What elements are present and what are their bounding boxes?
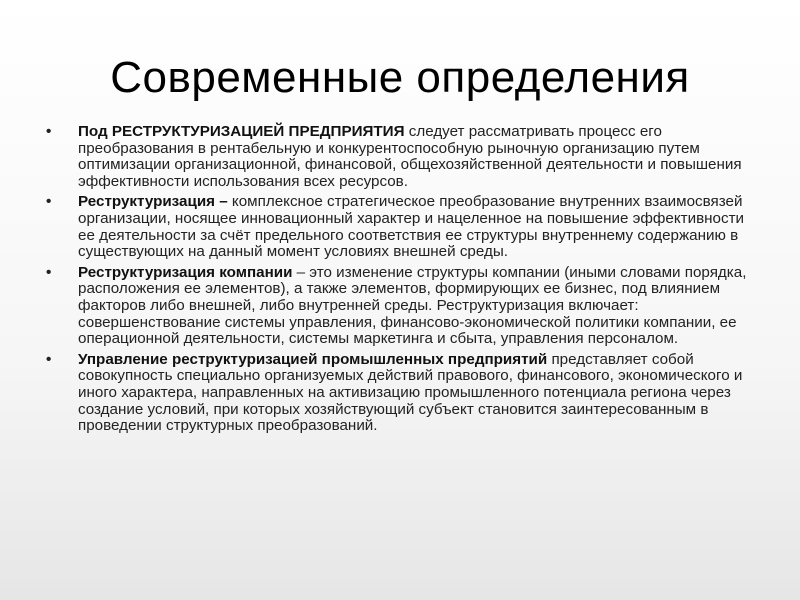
bullet-text: комплексное стратегическое преобразование внутренних взаимосвязей организации, носящее инновационный характер и нацеленное на повышение эффективности ее деятельности за счёт предельного соответствия ее структуры внутреннему содержанию в существующих на данный момент условиях внешней среды. (78, 193, 745, 261)
bullet-term: Управление реструктуризацией промышленных предприятий (78, 350, 548, 368)
slide-title: Современные определения (110, 53, 690, 102)
bullet-text: – это изменение структуры компании (иными словами порядка, расположения ее элементов), а также элементов, формирующих ее бизнес, под влиянием факторов либо внешней, либо внутренней среды. Реструктуризация включает: совершенствование системы управления, финансово-экономической политики компании, ее операционной деятельности, системы маркетинга и сбыта, управления персоналом. (78, 263, 747, 348)
bullet-icon: • (46, 123, 52, 140)
bullet-item-company-restructuring (46, 265, 756, 348)
bullet-icon: • (46, 350, 52, 368)
bullet-term: Реструктуризация компании (78, 263, 293, 281)
bullet-item-restructuring-enterprise (46, 124, 756, 190)
bullet-term: Реструктуризация – (78, 193, 228, 211)
bullet-icon: • (46, 193, 52, 211)
bullet-item-restructuring-management (46, 352, 756, 435)
bullet-text: следует рассматривать процесс его преобразования в рентабельную и конкурентоспособную рыночную организацию путем оптимизации организационной, финансовой, общехозяйственной деятельности и повышения эффективности использования всех ресурсов. (78, 123, 742, 190)
bullet-list (46, 124, 756, 439)
bullet-icon: • (46, 263, 52, 281)
bullet-item-restructuring-definition (46, 194, 756, 260)
bullet-text: представляет собой совокупность специально организуемых действий правового, финансового, экономического и иного характера, направленных на активизацию промышленного потенциала региона через создание условий, при которых хозяйствующий субъект становится заинтересованным в проведении структурных преобразований. (78, 350, 743, 435)
bullet-term: Под РЕСТРУКТУРИЗАЦИЕЙ ПРЕДПРИЯТИЯ (78, 123, 405, 140)
